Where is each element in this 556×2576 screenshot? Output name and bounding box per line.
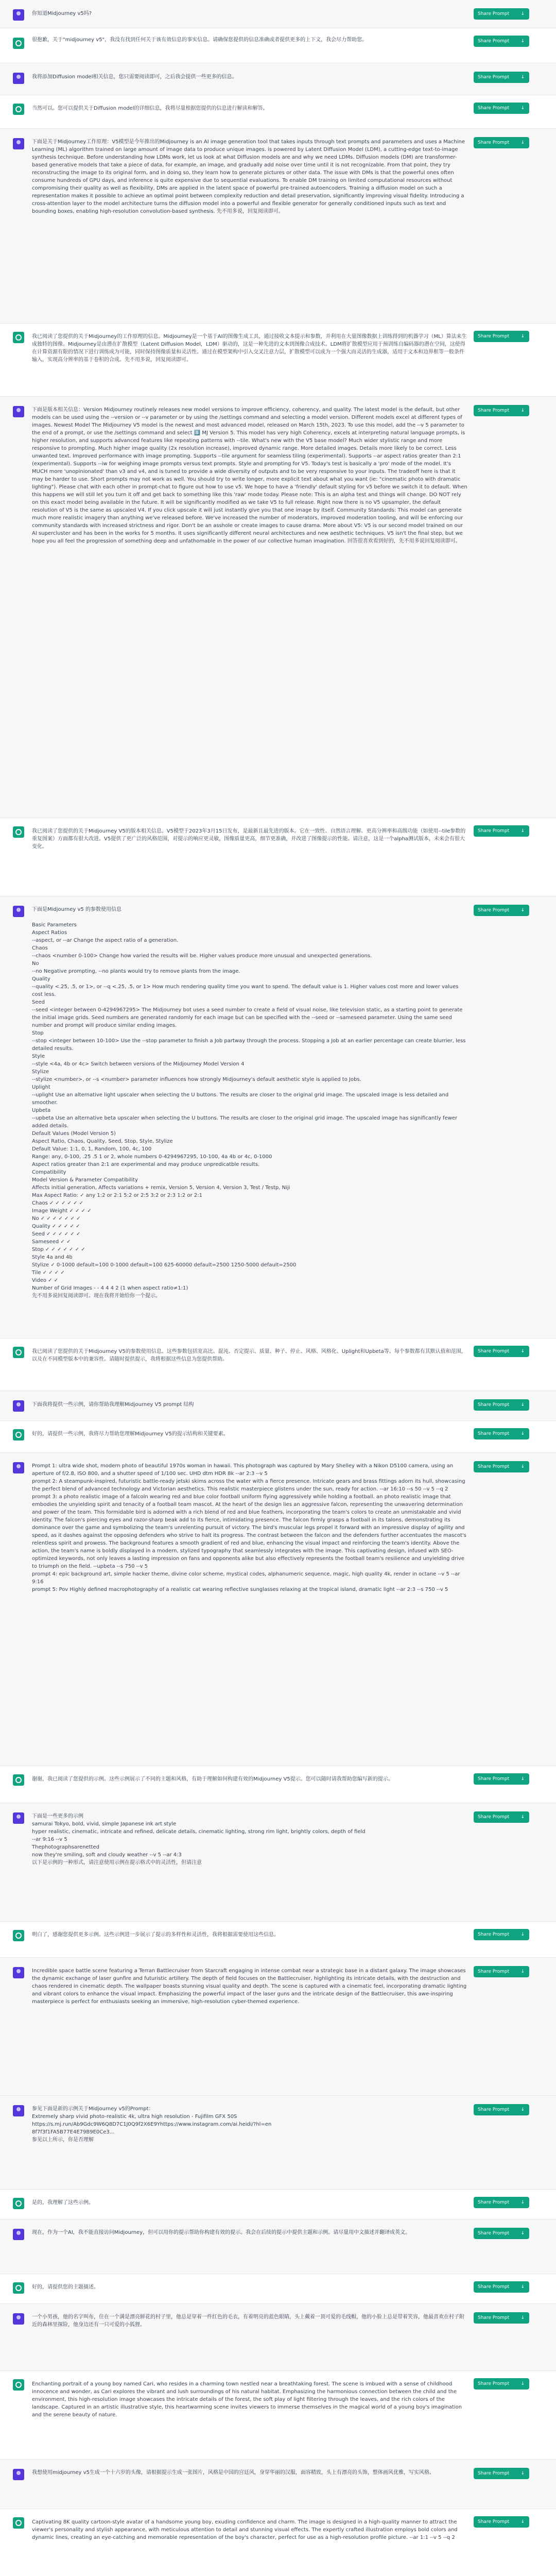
share-prompt-label: Share Prompt xyxy=(478,2471,510,2476)
share-prompt-label: Share Prompt xyxy=(478,1969,510,1974)
message-text: Prompt 1: ultra wide shot, modern photo of beautiful 1970s woman in hawaii. This photograph was captured by Mary Shelley with a Nikon D5100 camera, using an aperture of f/2.8, ISO 800, and a shutter speed of 1/100 sec. UHD dtm HDR 8k --ar 2:3 --v 5 prompt 2: A steampunk-inspired, futuristic battle-ready jetski skims across the water with a fierce presence. Intricate gears and brass fittings adorn its hull, showcasing the perfect blend of advanced technology and Victorian aesthetics. This realistic masterpiece glistens under the sun, ready for action. --ar 16:10 --s 50 --v 5 --q 2 prompt 3: a photo realistic image of a falcoln wearing red and blue color football uniform flying aggressively while holding a football. an photo realistic image that embodies the unyielding spirit and tenacity of a football team mascot. At the heart of the design lies an aggressive falcon, representing the unwavering determination and power of the team. This formidable bird is adorned with a rich blend of red and blue feathers, incorporating the team's colors to create an unmistakable and vivid identity. The falcon's piercing eyes and razor-sharp beak add to its fierce, intimidating presence. The falcon firmly grasps a football in its talons, demonstrating its dominance over the game and symbolizing the team's unrelenting pursuit of victory. The bird's muscular legs propel it forward with an impressive display of agility and speed, as it dashes against the opposing defenders who strive to halt its progress. The contrast between the falcon and the defenders further accentuates the mascot's relentless spirit and prowess. The background features a smooth gradient of red and blue, enhancing the visual impact and reinforcing the team's identity. Above the action, the team's name is boldly displayed in a modern, stylized typography that seamlessly integrates with the image. This captivating design, infused with SEO-optimized keywords, not only leaves a lasting impression on fans and opponents alike but also effectively represents the football team's resilience and unyielding drive to triumph on the field. --upbeta --s 750 --v 5 prompt 4: epic background art, simple hacker theme, divine color scheme, mystical codes, alphanumeric sequence, magic, high quality 4k, render in octane --v 5 --ar 9:16 prompt 5: Pov Highly defined macrophotography of a realistic cat wearing reflective sunglasses relaxing at the tropical island, dramatic light --ar 2:3 --s 750 --v 5 xyxy=(32,1463,466,1592)
user-message xyxy=(0,2096,556,2190)
share-arrow-icon: ↓ xyxy=(520,1349,525,1354)
assistant-avatar-icon xyxy=(13,826,24,838)
share-prompt-label: Share Prompt xyxy=(478,1776,510,1782)
message-text: 很抱歉，关于"midjourney v5"，我没有找到任何关于该有效信息的事实信息。请确保您提供的信息准确或者提供更多的上下文，我会尽力帮助您。 xyxy=(32,37,368,43)
share-prompt-button[interactable] xyxy=(474,2197,529,2208)
share-prompt-label: Share Prompt xyxy=(478,2315,510,2320)
share-prompt-button[interactable] xyxy=(474,2312,529,2324)
user-message xyxy=(0,0,556,28)
share-arrow-icon: ↓ xyxy=(520,408,525,413)
share-prompt-label: Share Prompt xyxy=(478,39,510,44)
share-prompt-label: Share Prompt xyxy=(478,1932,510,1937)
message-text: Enchanting portrait of a young boy named Cari, who resides in a charming town nestled near a breathtaking forest. The scene is imbued with a sense of childhood innocence and wonder, as Cari explores the vibrant and lush surroundings of his natural habitat. Emphasizing the harmonious connection between the child and the environment, this high-resolution image showcases the intricate details of the forest, the soft play of light filtering through the leaves, and the rich colors of the landscape. Captured in an artistic illustrative style, this heartwarming scene invites viewers to immerse themselves in the magical world of a young boy's imagination and the serene beauty of nature. xyxy=(32,2381,464,2418)
user-message xyxy=(0,2460,556,2509)
user-avatar-icon xyxy=(13,1967,24,1978)
user-avatar-icon xyxy=(13,9,24,21)
assistant-message xyxy=(0,324,556,397)
share-arrow-icon: ↓ xyxy=(520,2284,525,2290)
assistant-avatar-icon xyxy=(13,1429,24,1440)
assistant-message xyxy=(0,1766,556,1803)
share-prompt-button[interactable] xyxy=(474,8,529,20)
share-prompt-label: Share Prompt xyxy=(478,140,510,145)
assistant-message xyxy=(0,818,556,896)
message-text: 下面是版本相关信息：Version Midjourney routinely releases new model versions to improve efficiency, coherency, and quality. The latest model is the default, but other models can be used using the --version or --v parameter or by using the /settings command and selecting a model version. Different models excel at different types of images. Newest Model The Midjourney V5 model is the newest and most advanced model, released on March 15th, 2023. To use this model, add the --v 5 parameter to the end of a prompt, or use the /settings command and select 5️⃣ MJ Version 5. This model has very high Coherency, excels at interpreting natural language prompts, is higher resolution, and supports advanced features like repeating patterns with --tile. What's new with the V5 base model? Much wider stylistic range and more responsive to prompting. Much higher image quality (2x resolution increase), improved dynamic range. More detailed images. Details more likely to be correct. Less unwanted text. Improved performance with image prompting. Supports --tile argument for seamless tiling (experimental). Supports --ar aspect ratios greater than 2:1 (experimental). Supports --iw for weighing image prompts versus text prompts. Style and prompting for V5. Today's test is basically a 'pro' mode of the model. It's MUCH more 'unopinionated' than v3 and v4, and is tuned to provide a wide diversity of outputs and to be very responsive to your inputs. The tradeoff here is that it may be harder to use. Short prompts may not work as well. You should try to write longer, more explicit text about what you want (ie: "cinematic photo with dramatic lighting"). Please chat with each other in prompt-chat to figure out how to use v5. We hope to have a 'friendly' default styling for v5 before we switch it to default. When this happens we will still let you turn it off and get back to something like this 'raw' mode today. Please note: This is an alpha test and things will change. DO NOT rely on this exact model being available in the future. It will be significantly modified as we take V5 to full release. Right now there is no V5 upsampler, the default resolution of V5 is the same as upscaled V4. If you click upscale it will just instantly give you that one image by itself. Community Standards: This model can generate much more realistic imagery than anything we've released before. We've increased the number of moderators, improved moderation tooling, and will be enforcing our community standards with increased strictness and rigor. Don't be an asshole or create images to cause drama. More about V5: V5 is our second model trained on our AI supercluster and has been in the works for 5 months. It uses significantly different neural architectures and new aesthetic techniques. V5 isn't the final step, but we hope you all feel the progression of something deep and unfathomable in the power of our collective human imagination. 回答很喜欢看到好的，先不用多说回复阅读即可。 xyxy=(32,407,469,544)
share-prompt-button[interactable] xyxy=(474,36,529,47)
assistant-message xyxy=(0,1421,556,1453)
user-message xyxy=(0,129,556,324)
message-text: 参见下面是新的示例关于Midjourney v5的Prompt： Extremely sharp vivid photo-realistic 4k, ultra high resolution - Fujifilm GFX 50S https://s.mj.run/Ab9Gdc9W6Q8D7C1J0Q9f2X6E9Yhttps://www.instagram.com/ai.heidi/?hl=en 8f7f3f1FA5B77E4E79B9E0Ce3... 参见以上所示，你是否理解 xyxy=(32,2106,272,2143)
assistant-message xyxy=(0,2274,556,2304)
share-arrow-icon: ↓ xyxy=(520,2471,525,2476)
share-arrow-icon: ↓ xyxy=(520,2315,525,2320)
assistant-avatar-icon xyxy=(13,1347,24,1358)
message-text: 你知道Midjourney v5吗? xyxy=(32,11,92,16)
message-text: 好的，请提供一些示例，我将尽力帮助您理解Midjourney V5的提示结构和关键要素。 xyxy=(32,1431,229,1437)
message-text: 我已阅读了您提供的关于Midjourney的工作原理的信息。Midjourney是一个基于AI的图像生成工具，通过接收文本提示和参数，并利用在大量图像数据上训练得到的机器学习（ML）算法来生成独特的图像。Midjourney是由潜在扩散模型（Latent Diffusion Model，LDM）驱动的，这是一种先进的文本到图像合成技术。LDM将扩散模型应用于预训练自编码器的潜在空间，这使得在计算资源有限的情况下进行训练成为可能，同时保持图像质量和灵活性。通过在模型架构中引入交叉注意力层，扩散模型可以成为一个强大而灵活的生成器，适用于文本和边界框等一般条件输入，实现高分辨率的基于卷积的合成。先不用多说，回复阅读即可。 xyxy=(32,334,467,363)
share-prompt-label: Share Prompt xyxy=(478,1431,510,1436)
user-avatar-icon xyxy=(13,2469,24,2480)
share-arrow-icon: ↓ xyxy=(520,2381,525,2386)
user-avatar-icon xyxy=(13,1812,24,1824)
user-avatar-icon xyxy=(13,138,24,149)
user-avatar-icon xyxy=(13,2313,24,2325)
message-text: 下面是Midjourney v5 的参数使用信息 Basic Parameters Aspect Ratios --aspect, or --ar Change the aspect ratio of a generation. Chaos --chaos <number 0-100> Change how varied the results will be. Higher values produce more unusual and unexpected generations. No --no Negative prompting, --no plants would try to remove plants from the image. Quality --quality <.25, .5, or 1>, or --q <.25, .5, or 1> How much rendering quality time you want to spend. The default value is 1. Higher values cost more and lower values cost less. Seed --seed <integer between 0-4294967295> The Midjourney bot uses a seed number to create a field of visual noise, like television static, as a starting point to generate the initial image grids. Seed numbers are generated randomly for each image but can be specified with the --seed or --sameseed parameter. Using the same seed number and prompt will produce similar ending images. Stop --stop <integer between 10-100> Use the --stop parameter to finish a Job partway through the process. Stopping a Job at an earlier percentage can create blurrier, less detailed results. Style --style <4a, 4b or 4c> Switch between versions of the Midjourney Model Version 4 Stylize --stylize <number>, or --s <number> parameter influences how strongly Midjourney's default aesthetic style is applied to Jobs. Uplight --uplight Use an alternative light upscaler when selecting the U buttons. The results are closer to the original grid image. The upscaled image is less detailed and smoother. Upbeta --upbeta Use an alternative beta upscaler when selecting the U buttons. The results are closer to the original grid image. The upscaled image has significantly fewer added details. Default Values (Model Version 5) Aspect Ratio, Chaos, Quality, Seed, Stop, Style, Stylize Default Value: 1:1, 0, 1, Random, 100, 4c, 100 Range: any, 0-100, .25 .5 1 or 2, whole numbers 0-4294967295, 10-100, 4a 4b or 4c, 0-1000 Aspect ratios greater than 2:1 are experimental and may produce unpredicatble results. Compatibility Model Version & Parameter Compatibility Affects initial generation, Affects variations + remix, Version 5, Version 4, Version 3, Test / Testp, Niji Max Aspect Ratio: ✓ any 1:2 or 2:1 5:2 or 2:5 3:2 or 2:3 1:2 or 2:1 Chaos ✓ ✓ ✓ ✓ ✓ ✓ Image Weight ✓ ✓ ✓ ✓ No ✓ ✓ ✓ ✓ ✓ ✓ ✓ Quality ✓ ✓ ✓ ✓ ✓ Seed ✓ ✓ ✓ ✓ ✓ ✓ Sameseed ✓ ✓ Stop ✓ ✓ ✓ ✓ ✓ ✓ ✓ Style 4a and 4b Stylize ✓ 0-1000 default=100 0-1000 default=100 625-60000 default=2500 1250-5000 default=2500 Tile ✓ ✓ ✓ ✓ Video ✓ ✓ Number of Grid Images - - 4 4 4 2 (1 when aspect ratio≠1:1) 先不用多说回复阅读即可。现在我将开始给你一个提示。 xyxy=(32,907,466,1299)
share-prompt-label: Share Prompt xyxy=(478,1402,510,1408)
share-arrow-icon: ↓ xyxy=(520,2107,525,2112)
message-text: 下面我将提供一些示例，请你帮助我理解Midjourney V5 prompt 结构 xyxy=(32,1402,194,1408)
share-prompt-button[interactable] xyxy=(474,137,529,148)
share-prompt-label: Share Prompt xyxy=(478,1349,510,1354)
share-arrow-icon: ↓ xyxy=(520,1815,525,1820)
message-text: 一个小男孩，他的名字叫布，住在一个满是漂亮鲜花的村子里，他总是穿着一件红色的毛衣，有着明亮的蓝色眼睛，头上戴着一顶可爱的毛线帽，他的小脸上总是带着笑容，他最喜欢在村子附近的森林里探险，他身边还有一只可爱的小狐狸。 xyxy=(32,2314,464,2328)
share-arrow-icon: ↓ xyxy=(520,334,525,339)
assistant-avatar-icon xyxy=(13,1930,24,1941)
assistant-message xyxy=(0,2509,556,2576)
user-avatar-icon xyxy=(13,406,24,417)
assistant-message xyxy=(0,1338,556,1391)
user-avatar-icon xyxy=(13,2229,24,2240)
user-message xyxy=(0,2304,556,2371)
share-arrow-icon: ↓ xyxy=(520,75,525,80)
share-prompt-button[interactable] xyxy=(474,1966,529,1977)
message-text: 下面是一些更多的示例 samurai Tokyo, bold, vivid, simple Japanese ink art style hyper realistic, cinematic, intricate and refined, delicate details, cinematic lighting, strong rim light, brightly colors, depth of field --ar 9:16 --v 5 Thephotographsarenetted now they're smiling, soft and cloudy weather --v 5 --ar 4:3 以下是示例的一种形式，请注意使用示例在提示格式中的灵活性，但请注意 xyxy=(32,1814,366,1866)
share-arrow-icon: ↓ xyxy=(520,1402,525,1408)
user-message xyxy=(0,2219,556,2274)
share-arrow-icon: ↓ xyxy=(520,1431,525,1436)
share-prompt-button[interactable] xyxy=(474,72,529,83)
assistant-avatar-icon xyxy=(13,38,24,49)
message-text: 谢谢，我已阅读了您提供的示例。这些示例展示了不同的主题和风格，有助于理解如何构建有效的Midjourney V5提示。您可以随时请我帮助您编写新的提示。 xyxy=(32,1776,393,1782)
share-prompt-label: Share Prompt xyxy=(478,2231,510,2236)
message-text: 我将添加Diffusion model相关信息，您只需要阅读即可，之后我会提供一些更多的信息。 xyxy=(32,74,237,80)
user-message xyxy=(0,1958,556,2096)
share-arrow-icon: ↓ xyxy=(520,1776,525,1782)
share-arrow-icon: ↓ xyxy=(520,2519,525,2524)
message-text: 我已阅读了您提供的关于Midjourney V5的参数使用信息。这些参数包括宽高比、混沌、否定提示、质量、种子、停止、风格、风格化、Uplight和Upbeta等。每个参数都有其默认值和范围，以及在不同模型版本中的兼容性。请随时提供提示，我将根据这些信息为您提供帮助。 xyxy=(32,1349,466,1362)
share-prompt-button[interactable] xyxy=(474,905,529,916)
assistant-message xyxy=(0,95,556,129)
share-arrow-icon: ↓ xyxy=(520,11,525,16)
assistant-avatar-icon xyxy=(13,2198,24,2209)
share-prompt-label: Share Prompt xyxy=(478,2200,510,2205)
share-arrow-icon: ↓ xyxy=(520,2200,525,2205)
share-prompt-label: Share Prompt xyxy=(478,2381,510,2386)
assistant-avatar-icon xyxy=(13,2379,24,2391)
assistant-message xyxy=(0,2371,556,2460)
share-prompt-label: Share Prompt xyxy=(478,2284,510,2290)
assistant-message xyxy=(0,28,556,63)
message-text: Captivating 8K quality cartoon-style avatar of a handsome young boy, exuding confidence and charm. The image is designed in a high-quality manner to attract the viewer's personality and stylish appearance, with meticulous attention to detail and stunning visual effects. The expertly crafted illustration employs bold colors and dynamic lines, creating an eye-catching and memorable representation of the boy's character, perfect for use as a high-resolution profile picture. --ar 1:1 --v 5 --q 2 xyxy=(32,2519,459,2540)
share-arrow-icon: ↓ xyxy=(520,908,525,913)
share-prompt-label: Share Prompt xyxy=(478,11,510,16)
share-prompt-button[interactable] xyxy=(474,1399,529,1411)
user-message xyxy=(0,397,556,818)
message-text: 我想使用midjourney v5生成一个十六岁的头像，请根据提示生成一张图片，风格是中国的宫廷风，身穿华丽的汉服，面容精致，头上有漂亮的头饰，整体画风优雅，写实风格。 xyxy=(32,2470,435,2476)
user-message xyxy=(0,1391,556,1421)
share-prompt-button[interactable] xyxy=(474,1811,529,1823)
assistant-avatar-icon xyxy=(13,1774,24,1786)
share-prompt-label: Share Prompt xyxy=(478,2107,510,2112)
user-avatar-icon xyxy=(13,906,24,917)
share-prompt-button[interactable] xyxy=(474,825,529,837)
share-prompt-button[interactable] xyxy=(474,331,529,342)
message-text: 下面是关于Midjourney工作原理：V5模型是今年推出的Midjourney is an AI image generation tool that takes inputs through text prompts and parameters and uses a Machine Learning (ML) algorithm trained on large amount of image data to produce unique images. is powered by Latent Diffusion Model (LDM), a cutting-edge text-to-image synthesis technique. Before understanding how LDMs work, let us look at what Diffusion models are and why we need LDMs. Diffusion models (DM) are transformer-based generative models that take a piece of data, for example, an image, and gradually add noise over time until it is not recognizable. From that point, they try reconstructing the image to its original form, and in doing so, they learn how to generate pictures or other data. The issue with DMs is that the powerful ones often consume hundreds of GPU days, and inference is quite expensive due to sequential evaluations. To enable DM training on limited computational resources without compromising their quality as well as flexibility, DMs are applied in the latent space of powerful pre-trained autoencoders. Training a diffusion model on such a representation makes it possible to achieve an optimal point between complexity reduction and detail preservation, significantly improving visual fidelity. Introducing a cross-attention layer to the model architecture turns the diffusion model into a powerful and flexible generator for generally conditioned inputs such as text and bounding boxes, enabling high-resolution convolution-based synthesis. 先不用多说，回复阅读即可。 xyxy=(32,139,467,214)
message-text: 好的，请提供您的主题描述。 xyxy=(32,2284,99,2290)
share-prompt-label: Share Prompt xyxy=(478,1815,510,1820)
share-arrow-icon: ↓ xyxy=(520,1969,525,1974)
share-prompt-button[interactable] xyxy=(474,405,529,416)
share-prompt-label: Share Prompt xyxy=(478,908,510,913)
share-prompt-label: Share Prompt xyxy=(478,408,510,413)
share-prompt-button[interactable] xyxy=(474,2516,529,2528)
share-prompt-button[interactable] xyxy=(474,1346,529,1357)
share-arrow-icon: ↓ xyxy=(520,1464,525,1469)
user-avatar-icon xyxy=(13,1462,24,1473)
user-avatar-icon xyxy=(13,73,24,84)
share-arrow-icon: ↓ xyxy=(520,828,525,834)
assistant-avatar-icon xyxy=(13,332,24,343)
message-text: 当然可以。您可以提供关于Diffusion model的详细信息，我将尽量根据您提供的信息进行解读和解答。 xyxy=(32,106,268,111)
message-text: 我已阅读了您提供的关于Midjourney V5的版本相关信息。V5模型于2023年3月15日发布，是最新且最先进的版本。它在一致性、自然语言理解、更高分辨率和高级功能（如使用--tile参数的重复图案）方面都有很大改进。V5提供了更广泛的风格范围，对提示的响应更灵敏，图像质量更高，细节更准确，并改进了图像提示的性能。请注意，这是一个alpha测试版本，未来会有很大变化。 xyxy=(32,828,466,850)
user-avatar-icon xyxy=(13,2105,24,2116)
share-arrow-icon: ↓ xyxy=(520,140,525,145)
share-prompt-label: Share Prompt xyxy=(478,2519,510,2524)
share-prompt-button[interactable] xyxy=(474,2228,529,2239)
share-arrow-icon: ↓ xyxy=(520,106,525,111)
share-arrow-icon: ↓ xyxy=(520,2231,525,2236)
share-arrow-icon: ↓ xyxy=(520,1932,525,1937)
assistant-message xyxy=(0,1922,556,1958)
share-prompt-button[interactable] xyxy=(474,1428,529,1439)
user-avatar-icon xyxy=(13,1400,24,1412)
user-message xyxy=(0,1453,556,1766)
share-prompt-button[interactable] xyxy=(474,1461,529,1472)
assistant-avatar-icon xyxy=(13,2517,24,2529)
share-arrow-icon: ↓ xyxy=(520,39,525,44)
share-prompt-button[interactable] xyxy=(474,2378,529,2389)
share-prompt-button[interactable] xyxy=(474,2281,529,2293)
assistant-message xyxy=(0,2190,556,2219)
share-prompt-label: Share Prompt xyxy=(478,106,510,111)
share-prompt-label: Share Prompt xyxy=(478,75,510,80)
message-text: 明白了，感谢您提供更多示例。这些示例进一步展示了提示的多样性和灵活性，我将根据需要使用这些信息。 xyxy=(32,1932,279,1938)
share-prompt-button[interactable] xyxy=(474,2104,529,2115)
share-prompt-button[interactable] xyxy=(474,103,529,114)
user-message xyxy=(0,1803,556,1922)
assistant-avatar-icon xyxy=(13,104,24,115)
share-prompt-label: Share Prompt xyxy=(478,334,510,339)
share-prompt-button[interactable] xyxy=(474,1929,529,1940)
user-message xyxy=(0,896,556,1338)
share-prompt-button[interactable] xyxy=(474,2468,529,2479)
share-prompt-button[interactable] xyxy=(474,1773,529,1785)
message-text: 现在，作为一个AI，我不能直接访问Midjourney，但可以用你的提示帮助你构建有效的提示。我会在后续的提示中提供主题和示例。请尽量用中文描述并翻译成英文。 xyxy=(32,2230,411,2235)
share-prompt-label: Share Prompt xyxy=(478,828,510,834)
user-message xyxy=(0,63,556,95)
assistant-avatar-icon xyxy=(13,2282,24,2294)
message-text: 是的，我理解了这些示例。 xyxy=(32,2200,94,2206)
message-text: Incredible space battle scene featuring a Terran Battlecruiser from Starcraft engaging in intense combat near a strategic base in a distant galaxy. The image showcases the dynamic exchange of laser gunfire and futuristic artillery. The depth of field focuses on the Battlecruiser, highlighting its intricate details, with the destruction and chaos rendered in cinematic depth. The wallpaper boasts stunning visual quality and depth. The scene is captured with a cinematic feel, incorporating dramatic lighting and vibrant colors to enhance the visual impact. Emphasizing the powerful impact of the laser guns and the intricate design of the Battlecruiser, this awe-inspiring masterpiece is perfect for enthusiasts seeking an immersive, high-resolution cyber-themed experience. xyxy=(32,1968,468,2005)
share-prompt-label: Share Prompt xyxy=(478,1464,510,1469)
